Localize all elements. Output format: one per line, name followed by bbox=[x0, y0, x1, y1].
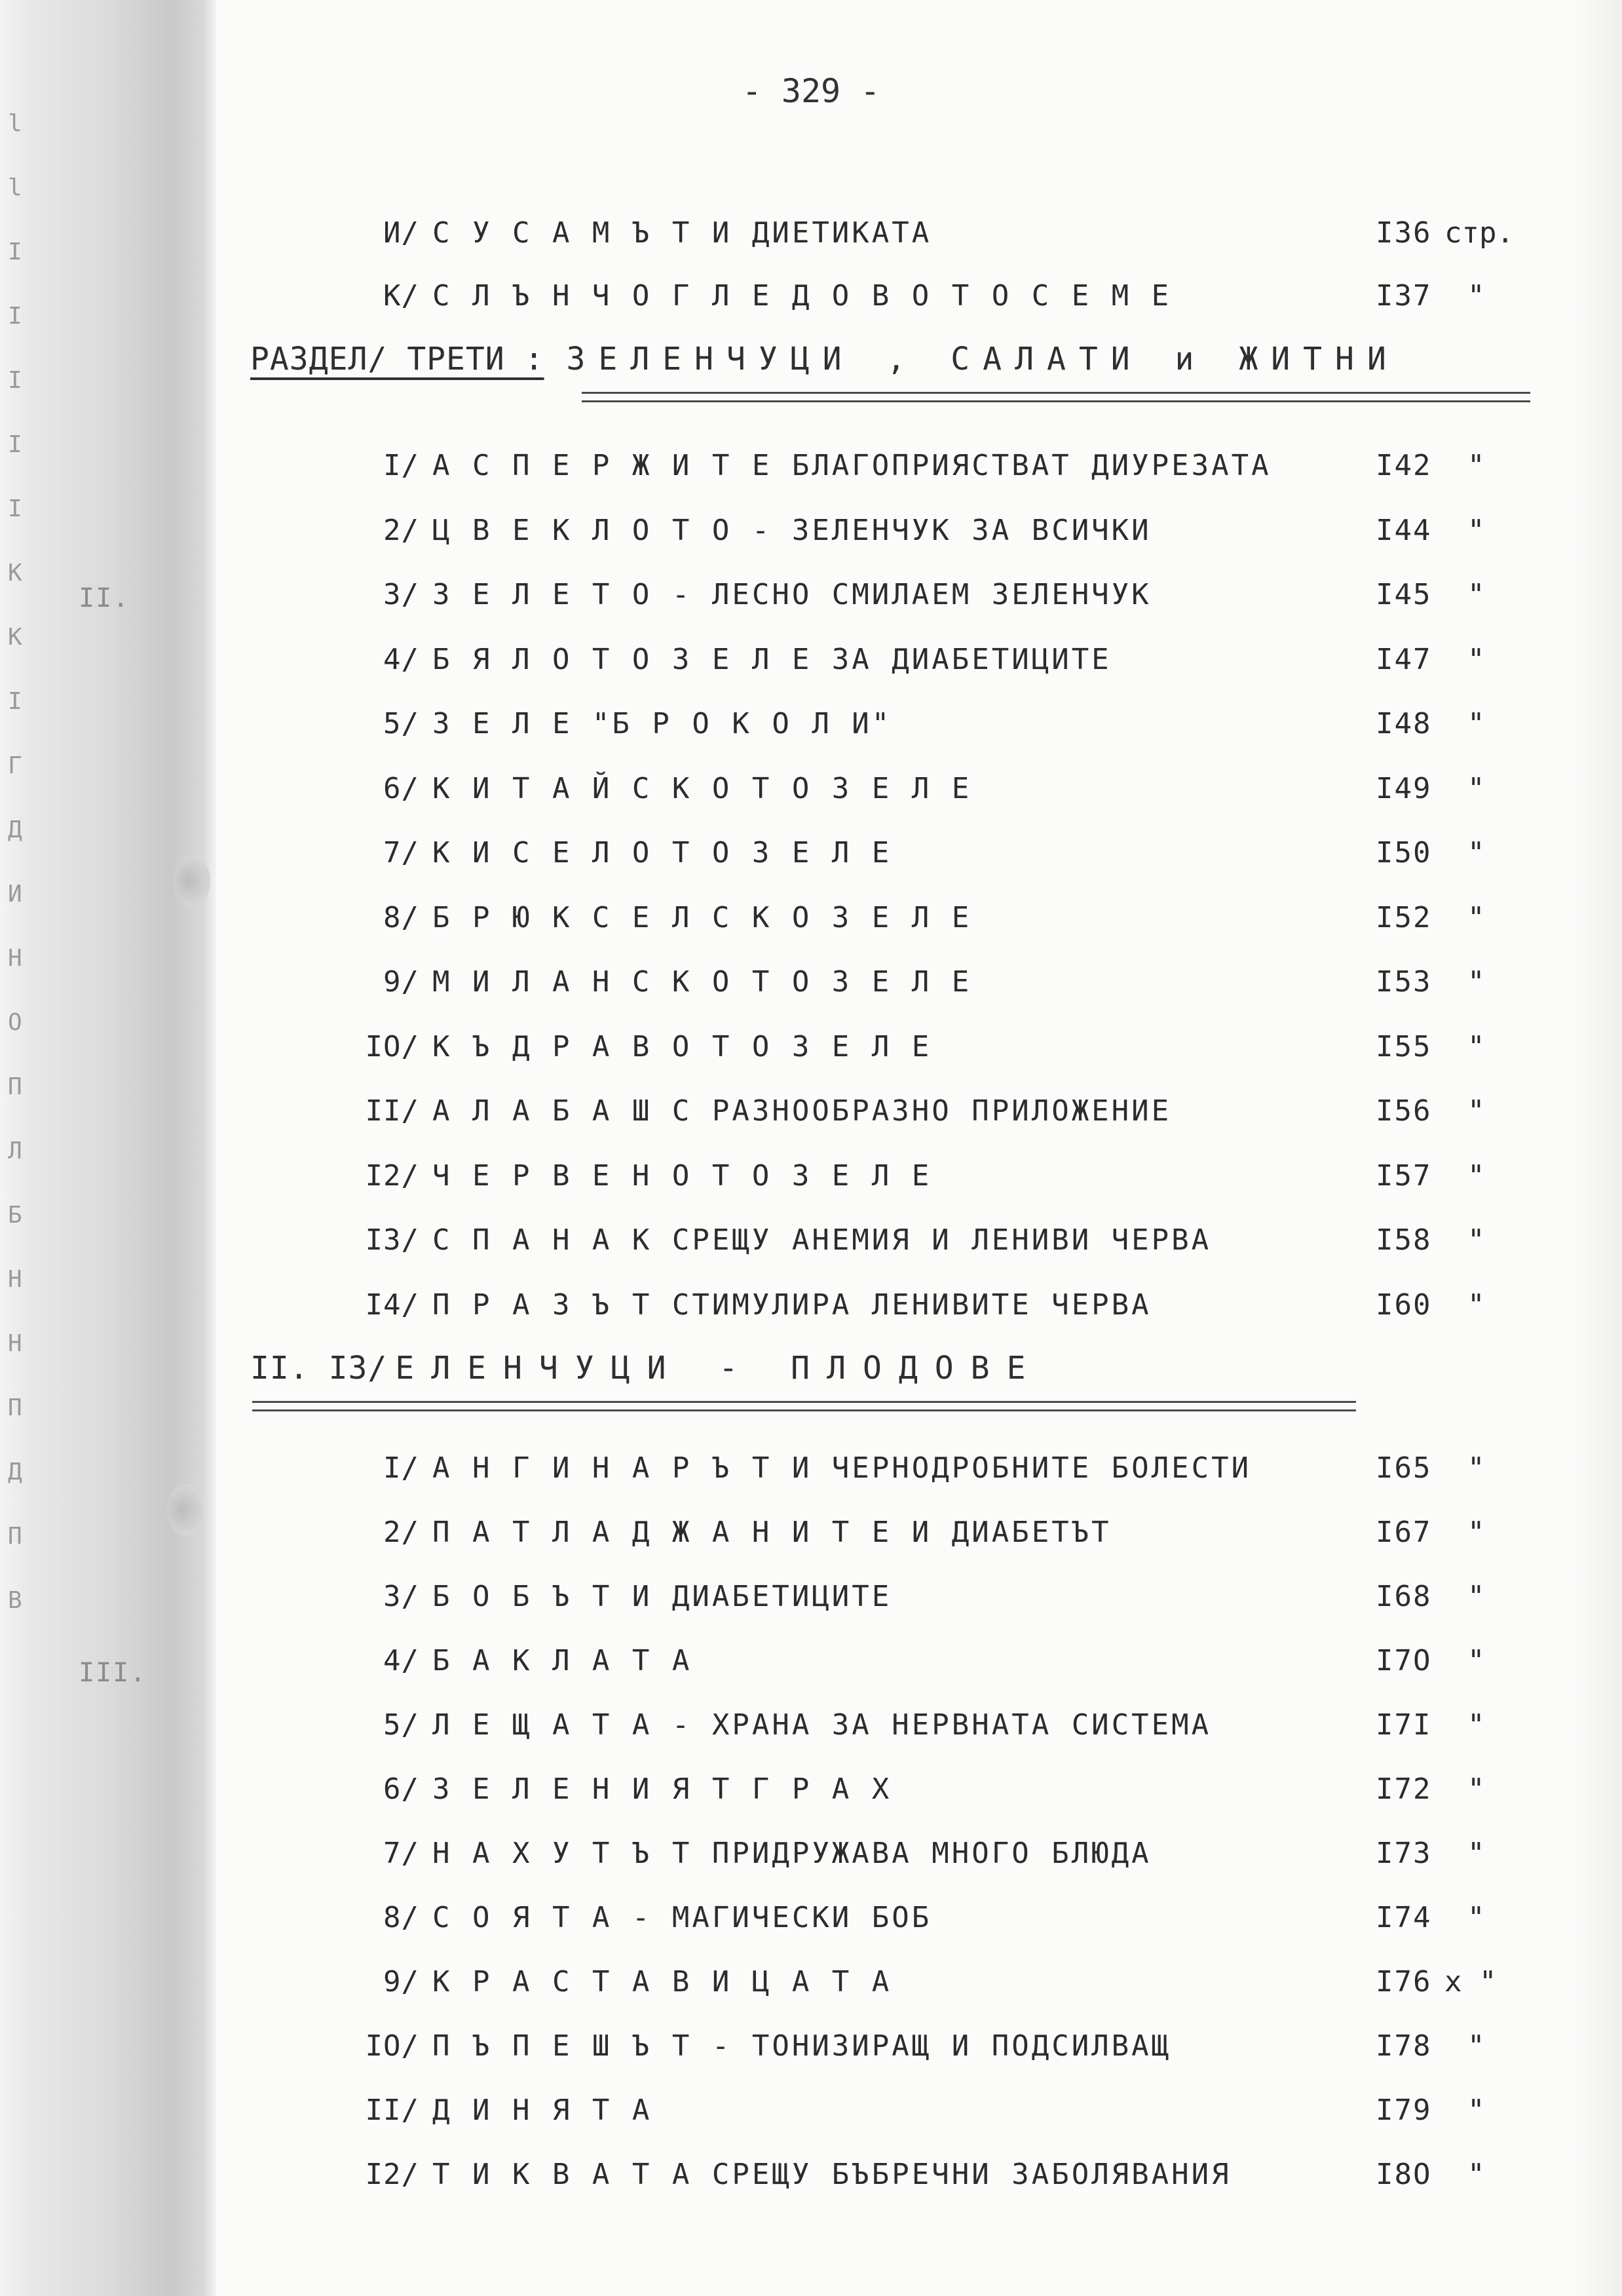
toc-entry bbox=[0, 1094, 1622, 1134]
entry-number: II/ bbox=[365, 1094, 419, 1128]
entry-title: С Л Ъ Н Ч О Г Л Е Д О В О Т О С Е М Е bbox=[432, 279, 1172, 313]
entry-page: I37 bbox=[1376, 279, 1432, 313]
entry-title: Б Я Л О Т О З Е Л Е ЗА ДИАБЕТИЦИТЕ bbox=[432, 642, 1112, 676]
page-number: - 329 - bbox=[742, 72, 880, 110]
entry-number: 4/ bbox=[383, 642, 419, 676]
entry-number: И/ bbox=[383, 216, 419, 250]
entry-ditto: " bbox=[1467, 513, 1485, 547]
entry-page: I56 bbox=[1376, 1094, 1432, 1128]
entry-page: I52 bbox=[1376, 900, 1432, 934]
entry-title: А Н Г И Н А Р Ъ Т И ЧЕРНОДРОБНИТЕ БОЛЕСТИ bbox=[432, 1451, 1252, 1485]
entry-title: К И Т А Й С К О Т О З Е Л Е bbox=[432, 771, 972, 805]
section-double-rule bbox=[582, 392, 1530, 402]
entry-number: 3/ bbox=[383, 578, 419, 611]
toc-entry bbox=[0, 1708, 1622, 1748]
entry-ditto: " bbox=[1467, 279, 1485, 313]
toc-entry bbox=[0, 1901, 1622, 1940]
entry-page: I73 bbox=[1376, 1837, 1432, 1870]
entry-page: I45 bbox=[1376, 578, 1432, 611]
entry-title: Ц В Е К Л О Т О - ЗЕЛЕНЧУК ЗА ВСИЧКИ bbox=[432, 513, 1152, 547]
entry-number: I/ bbox=[383, 449, 419, 482]
entry-title: Н А Х У Т Ъ Т ПРИДРУЖАВА МНОГО БЛЮДА bbox=[432, 1837, 1152, 1870]
entry-ditto: " bbox=[1467, 2029, 1485, 2063]
section-heading-prefix: РАЗДЕЛ/ ТРЕТИ : bbox=[250, 341, 544, 377]
section-heading-title: ЗЕЛЕНЧУЦИ , САЛАТИ и ЖИТНИ bbox=[566, 341, 1399, 377]
entry-title: С О Я Т А - МАГИЧЕСКИ БОБ bbox=[432, 1901, 932, 1934]
gutter-letter: Л bbox=[8, 1138, 22, 1164]
entry-page: I8O bbox=[1376, 2158, 1432, 2191]
toc-entry bbox=[0, 1580, 1622, 1619]
entry-title: Б О Б Ъ Т И ДИАБЕТИЦИТЕ bbox=[432, 1580, 892, 1613]
entry-number: 9/ bbox=[383, 965, 419, 999]
entry-ditto: " bbox=[1467, 707, 1485, 740]
entry-title: С П А Н А К СРЕЩУ АНЕМИЯ И ЛЕНИВИ ЧЕРВА bbox=[432, 1223, 1212, 1257]
entry-ditto: " bbox=[1467, 965, 1485, 999]
entry-number: II/ bbox=[365, 2094, 419, 2127]
toc-entry bbox=[0, 1288, 1622, 1328]
gutter-letter: l bbox=[8, 110, 22, 137]
toc-entry bbox=[0, 279, 1622, 318]
entry-number: IO/ bbox=[365, 1029, 419, 1063]
entry-ditto: " bbox=[1467, 1029, 1485, 1063]
entry-number: 2/ bbox=[383, 1516, 419, 1549]
entry-number: 8/ bbox=[383, 900, 419, 934]
gutter-letter: I bbox=[8, 303, 22, 330]
entry-ditto: " bbox=[1467, 836, 1485, 870]
entry-ditto: " bbox=[1467, 2094, 1485, 2127]
gutter-letter: П bbox=[8, 1523, 22, 1550]
toc-entry bbox=[0, 707, 1622, 746]
entry-page: I60 bbox=[1376, 1288, 1432, 1322]
entry-ditto: " bbox=[1467, 578, 1485, 611]
entry-page: I78 bbox=[1376, 2029, 1432, 2063]
entry-number: IO/ bbox=[365, 2029, 419, 2063]
subsection-heading-prefix: II. I3/ bbox=[250, 1350, 388, 1387]
gutter-letter: Б bbox=[8, 1202, 22, 1229]
toc-entry bbox=[0, 1159, 1622, 1198]
entry-ditto: " bbox=[1467, 1516, 1485, 1549]
entry-ditto: " bbox=[1467, 1644, 1485, 1677]
gutter-letter: K bbox=[8, 624, 22, 651]
toc-entry bbox=[0, 772, 1622, 811]
gutter-letter: l bbox=[8, 174, 22, 201]
entry-page: I58 bbox=[1376, 1223, 1432, 1257]
entry-page: I72 bbox=[1376, 1772, 1432, 1806]
entry-number: 7/ bbox=[383, 1837, 419, 1870]
gutter-letter: Н bbox=[8, 1266, 22, 1293]
entry-ditto: " bbox=[1467, 1223, 1485, 1257]
gutter-letter: Н bbox=[8, 1330, 22, 1357]
gutter-letter: В bbox=[8, 1587, 22, 1614]
toc-entry bbox=[0, 2158, 1622, 2197]
entry-page: I44 bbox=[1376, 513, 1432, 547]
gutter-letter: И bbox=[8, 881, 22, 908]
subsection-double-rule bbox=[252, 1401, 1356, 1411]
entry-number: 8/ bbox=[383, 1901, 419, 1934]
entry-ditto: " bbox=[1467, 449, 1485, 482]
gutter-letter: П bbox=[8, 1073, 22, 1100]
gutter-letter: I bbox=[8, 495, 22, 522]
section-heading bbox=[250, 341, 1399, 377]
entry-number: I/ bbox=[383, 1451, 419, 1485]
entry-title: К Ъ Д Р А В О Т О З Е Л Е bbox=[432, 1029, 932, 1063]
gutter-mark-upper: II. bbox=[79, 583, 130, 613]
entry-title: Л Е Щ А Т А - ХРАНА ЗА НЕРВНАТА СИСТЕМА bbox=[432, 1708, 1212, 1742]
entry-number: 5/ bbox=[383, 707, 419, 740]
entry-page: I42 bbox=[1376, 449, 1432, 482]
gutter-letter: K bbox=[8, 560, 22, 586]
entry-ditto: " bbox=[1467, 1708, 1485, 1742]
toc-entry bbox=[0, 1965, 1622, 2004]
entry-ditto: х " bbox=[1444, 1965, 1497, 1999]
entry-page: I7O bbox=[1376, 1644, 1432, 1677]
entry-page: I79 bbox=[1376, 2094, 1432, 2127]
entry-ditto: " bbox=[1467, 771, 1485, 805]
entry-ditto: " bbox=[1467, 1580, 1485, 1613]
entry-number: 2/ bbox=[383, 513, 419, 547]
entry-ditto: " bbox=[1467, 1158, 1485, 1193]
toc-entry bbox=[0, 1644, 1622, 1683]
entry-title: К И С Е Л О Т О З Е Л Е bbox=[432, 836, 892, 870]
entry-ditto: " bbox=[1467, 642, 1485, 676]
entry-ditto: " bbox=[1467, 1901, 1485, 1934]
entry-title: П А Т Л А Д Ж А Н И Т Е И ДИАБЕТЪТ bbox=[432, 1516, 1112, 1549]
toc-entry bbox=[0, 1837, 1622, 1876]
entry-number: К/ bbox=[383, 279, 419, 313]
entry-title: Б А К Л А Т А bbox=[432, 1644, 692, 1677]
entry-title: С У С А М Ъ Т И ДИЕТИКАТА bbox=[432, 216, 932, 250]
entry-ditto: " bbox=[1467, 1451, 1485, 1485]
gutter-letter: О bbox=[8, 1009, 22, 1036]
gutter-letter: Д bbox=[8, 1459, 22, 1485]
gutter-letter: I bbox=[8, 431, 22, 458]
gutter-letter: I bbox=[8, 367, 22, 394]
entry-ditto: " bbox=[1467, 1837, 1485, 1870]
toc-entry bbox=[0, 514, 1622, 553]
entry-title: З Е Л Е "Б Р О К О Л И" bbox=[432, 707, 892, 740]
entry-number: 3/ bbox=[383, 1580, 419, 1613]
entry-title: Д И Н Я Т А bbox=[432, 2094, 652, 2127]
entry-page: I55 bbox=[1376, 1029, 1432, 1063]
entry-number: 6/ bbox=[383, 1772, 419, 1806]
entry-title: З Е Л Е Н И Я Т Г Р А Х bbox=[432, 1772, 892, 1806]
entry-page: I67 bbox=[1376, 1516, 1432, 1549]
entry-title: А С П Е Р Ж И Т Е БЛАГОПРИЯСТВАТ ДИУРЕЗАТА bbox=[432, 449, 1272, 482]
gutter-letter: I bbox=[8, 688, 22, 715]
entry-ditto: " bbox=[1467, 1772, 1485, 1806]
entry-page: I76 bbox=[1376, 1965, 1432, 1999]
entry-page: I65 bbox=[1376, 1451, 1432, 1485]
toc-entry bbox=[0, 836, 1622, 875]
entry-ditto: " bbox=[1467, 2158, 1485, 2191]
entry-title: Ч Е Р В Е Н О Т О З Е Л Е bbox=[432, 1158, 932, 1193]
paper-edge bbox=[1569, 0, 1622, 2296]
entry-page: I49 bbox=[1376, 771, 1432, 805]
gutter-letter: Д bbox=[8, 816, 22, 843]
entry-page: I68 bbox=[1376, 1580, 1432, 1613]
entry-number: I3/ bbox=[365, 1223, 419, 1257]
subsection-heading bbox=[250, 1350, 1042, 1387]
toc-entry bbox=[0, 1223, 1622, 1263]
gutter-mark-lower: III. bbox=[79, 1658, 147, 1688]
entry-page: I53 bbox=[1376, 965, 1432, 999]
entry-number: I2/ bbox=[365, 1158, 419, 1193]
toc-entry bbox=[0, 901, 1622, 940]
entry-title: К Р А С Т А В И Ц А Т А bbox=[432, 1965, 892, 1999]
entry-number: I2/ bbox=[365, 2158, 419, 2191]
entry-page: I57 bbox=[1376, 1158, 1432, 1193]
entry-page: I7I bbox=[1376, 1708, 1432, 1742]
entry-page: I74 bbox=[1376, 1901, 1432, 1934]
toc-entry bbox=[0, 965, 1622, 1004]
toc-entry bbox=[0, 1030, 1622, 1069]
subsection-heading-title: ЕЛЕНЧУЦИ - ПЛОДОВЕ bbox=[395, 1350, 1043, 1387]
entry-title: П Р А З Ъ Т СТИМУЛИРА ЛЕНИВИТЕ ЧЕРВА bbox=[432, 1288, 1152, 1322]
toc-entry bbox=[0, 216, 1622, 256]
toc-entry bbox=[0, 1451, 1622, 1491]
entry-number: 5/ bbox=[383, 1708, 419, 1742]
entry-title: Т И К В А Т А СРЕЩУ БЪБРЕЧНИ ЗАБОЛЯВАНИЯ bbox=[432, 2158, 1232, 2191]
toc-entry bbox=[0, 2029, 1622, 2069]
entry-title: М И Л А Н С К О Т О З Е Л Е bbox=[432, 965, 972, 999]
toc-entry bbox=[0, 643, 1622, 682]
entry-page: I48 bbox=[1376, 707, 1432, 740]
entry-ditto: " bbox=[1467, 1288, 1485, 1322]
entry-ditto: стр. bbox=[1444, 216, 1514, 250]
toc-entry bbox=[0, 1772, 1622, 1812]
entry-number: 7/ bbox=[383, 836, 419, 870]
entry-title: Б Р Ю К С Е Л С К О З Е Л Е bbox=[432, 900, 972, 934]
gutter-letter: Г bbox=[8, 752, 22, 779]
toc-entry bbox=[0, 1516, 1622, 1555]
entry-number: 6/ bbox=[383, 771, 419, 805]
entry-number: 4/ bbox=[383, 1644, 419, 1677]
toc-entry bbox=[0, 2094, 1622, 2133]
entry-page: I36 bbox=[1376, 216, 1432, 250]
entry-title: З Е Л Е Т О - ЛЕСНО СМИЛАЕМ ЗЕЛЕНЧУК bbox=[432, 578, 1152, 611]
entry-ditto: " bbox=[1467, 900, 1485, 934]
entry-number: 9/ bbox=[383, 1965, 419, 1999]
entry-ditto: " bbox=[1467, 1094, 1485, 1128]
gutter-letter: I bbox=[8, 239, 22, 265]
entry-page: I47 bbox=[1376, 642, 1432, 676]
gutter-letter: П bbox=[8, 1394, 22, 1421]
entry-number: I4/ bbox=[365, 1288, 419, 1322]
binding-gutter-shadow bbox=[0, 0, 216, 2296]
entry-title: А Л А Б А Ш С РАЗНООБРАЗНО ПРИЛОЖЕНИЕ bbox=[432, 1094, 1172, 1128]
entry-title: П Ъ П Е Ш Ъ Т - ТОНИЗИРАЩ И ПОДСИЛВАЩ bbox=[432, 2029, 1172, 2063]
gutter-letter: Н bbox=[8, 945, 22, 972]
entry-page: I50 bbox=[1376, 836, 1432, 870]
toc-entry bbox=[0, 578, 1622, 617]
toc-entry bbox=[0, 449, 1622, 488]
